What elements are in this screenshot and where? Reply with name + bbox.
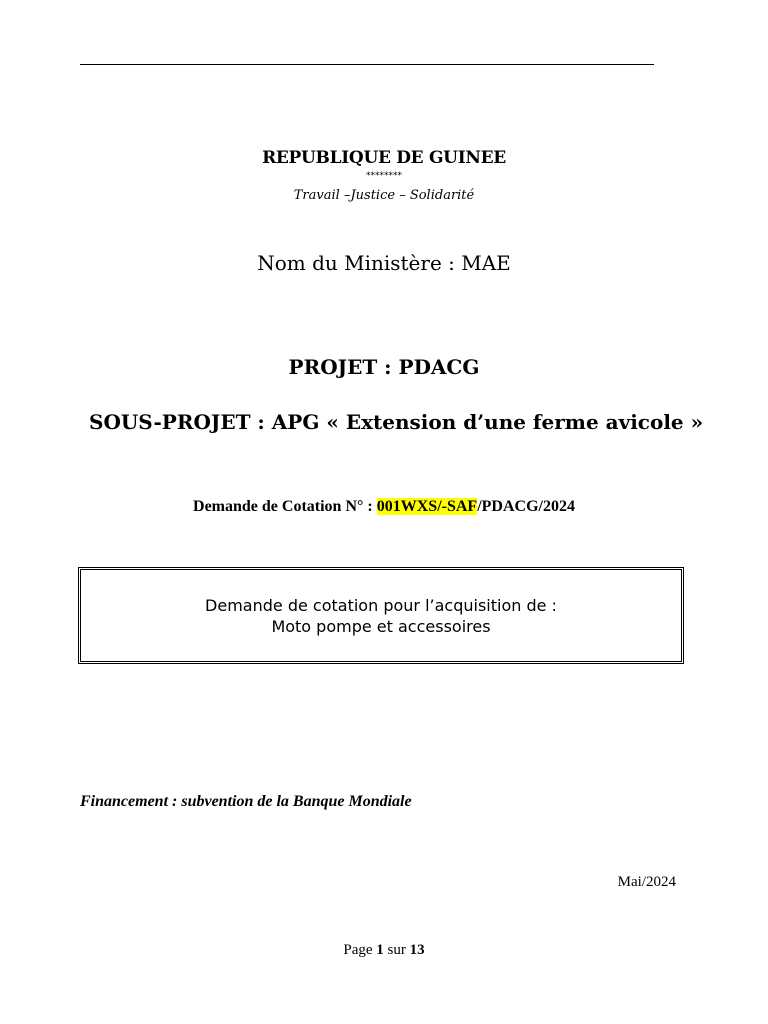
quotation-prefix: Demande de Cotation N° : bbox=[193, 498, 377, 515]
subject-line-2: Moto pompe et accessoires bbox=[271, 616, 491, 636]
header-separator: ******** bbox=[366, 171, 402, 181]
country-heading: REPUBLIQUE DE GUINEE bbox=[262, 148, 506, 168]
ministry-name: Nom du Ministère : MAE bbox=[257, 251, 511, 275]
quotation-highlighted-code: 001WXS/-SAF bbox=[376, 498, 478, 515]
national-motto: Travail –Justice – Solidarité bbox=[293, 188, 475, 203]
financing-statement: Financement : subvention de la Banque Mondiale bbox=[80, 793, 412, 810]
subproject-title: SOUS-PROJET : APG « Extension d’une ferme avicole » bbox=[89, 410, 704, 434]
quotation-suffix: /PDACG/2024 bbox=[477, 498, 575, 515]
footer-total-pages: 13 bbox=[409, 942, 425, 958]
page-footer bbox=[0, 942, 768, 959]
document-date: Mai/2024 bbox=[617, 874, 676, 890]
top-horizontal-rule bbox=[80, 64, 654, 65]
quotation-reference bbox=[0, 498, 768, 516]
footer-page-word: Page bbox=[343, 942, 373, 958]
footer-page-number: 1 bbox=[376, 942, 384, 958]
footer-of-word: sur bbox=[387, 942, 406, 958]
subject-line-1: Demande de cotation pour l’acquisition de : bbox=[205, 595, 557, 615]
project-title: PROJET : PDACG bbox=[288, 355, 480, 379]
subject-frame bbox=[78, 567, 684, 664]
